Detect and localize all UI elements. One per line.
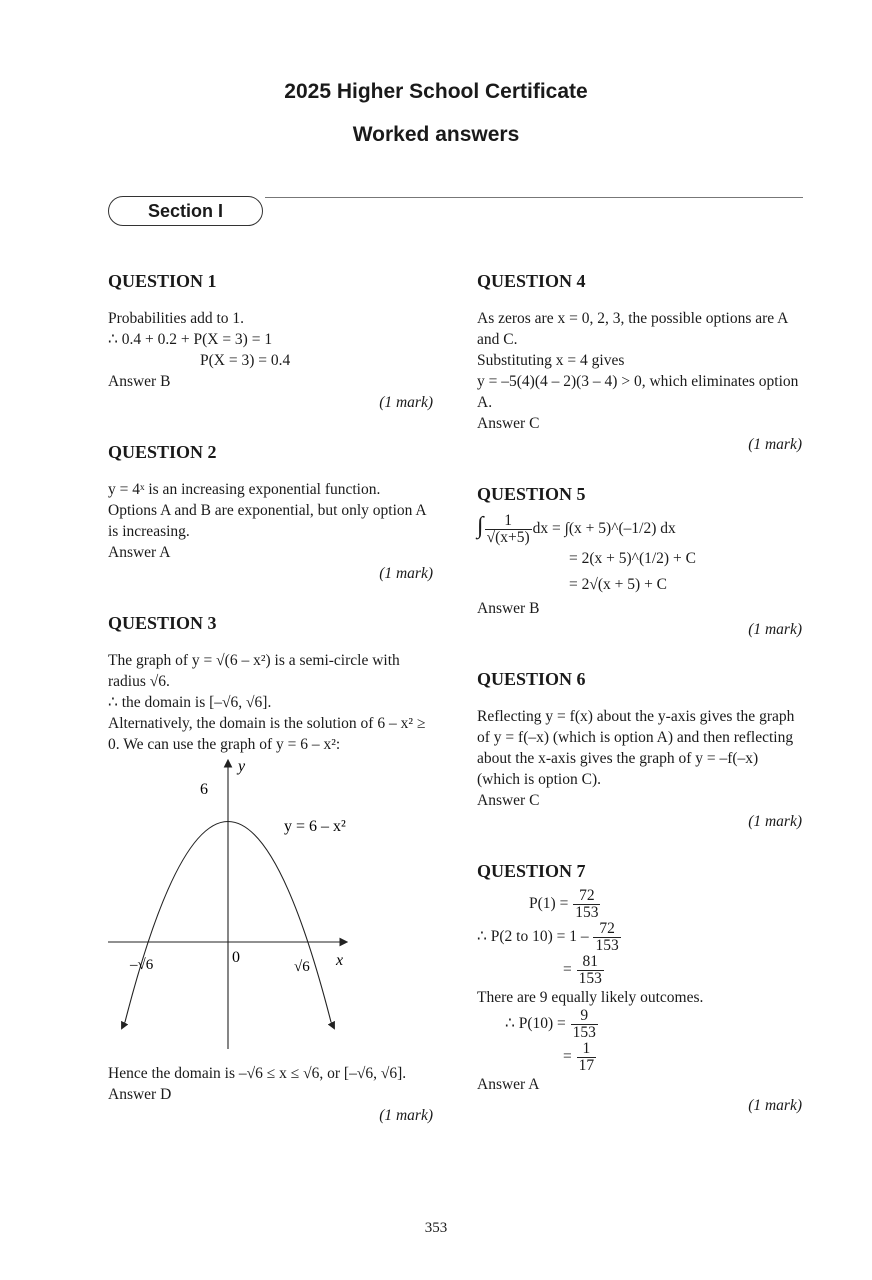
equation-line: = $\frac{81}{153}$: [563, 952, 602, 987]
y-axis-label: y: [238, 759, 246, 775]
mark-label: (1 mark): [379, 1107, 433, 1124]
text-line: Hence the domain is –√6 ≤ x ≤ √6, or [–√6, √6].: [108, 1065, 407, 1082]
equation-line: P(1) = $\frac{72}{153}$: [529, 886, 599, 921]
question-heading: QUESTION 1: [108, 271, 217, 291]
page-title: 2025 Higher School Certificate: [284, 80, 588, 103]
text-line: Probabilities add to 1.: [108, 310, 245, 327]
answer: Answer B: [108, 373, 171, 390]
answer: Answer D: [108, 1086, 172, 1103]
question-4: [477, 270, 802, 455]
mark-label: (1 mark): [379, 565, 433, 582]
equation-line: ∴ 0.4 + 0.2 + P(X = 3) = 1: [108, 331, 273, 348]
right-root-label: √6: [294, 959, 310, 975]
question-heading: QUESTION 3: [108, 613, 217, 633]
question-6: [477, 668, 802, 832]
section-rule: [265, 197, 803, 198]
text-line: Substituting x = 4 gives: [477, 352, 625, 369]
answer: Answer C: [477, 415, 540, 432]
origin-label: 0: [232, 949, 240, 966]
text-line: Alternatively, the domain is the solution of 6 – x² ≥ 0. We can use the graph of y = 6 – x²:: [108, 715, 426, 753]
page-subtitle: Worked answers: [352, 123, 520, 146]
parabola-graph: [108, 759, 433, 1059]
equation-line: = $\frac{1}{17}$: [563, 1039, 595, 1074]
equation-line: = 2(x + 5)^(1/2) + C: [569, 549, 696, 567]
question-7: [477, 860, 802, 1116]
question-heading: QUESTION 4: [477, 271, 586, 291]
mark-label: (1 mark): [748, 436, 802, 453]
equation-line: P(X = 3) = 0.4: [200, 352, 291, 369]
question-heading: QUESTION 6: [477, 668, 586, 689]
section-tab: Section I: [108, 196, 263, 226]
equation-line: ∴ P(2 to 10) = 1 – $\frac{72}{153}$: [477, 919, 619, 954]
text-line: As zeros are x = 0, 2, 3, the possible options are A and C.: [477, 310, 788, 348]
text-line: Reflecting y = f(x) about the y-axis gives the graph of y = f(–x) (which is option A) and then reflecting about the x-axis gives the graph of y = –f(–x) (which is option C).: [477, 707, 795, 788]
right-column: [477, 270, 802, 1116]
mark-label: (1 mark): [748, 812, 802, 830]
question-5: [477, 483, 802, 640]
x-axis-label: x: [336, 952, 344, 969]
text-line: y = –5(4)(4 – 2)(3 – 4) > 0, which eliminates option A.: [477, 373, 799, 411]
mark-label: (1 mark): [748, 1096, 802, 1114]
answer: Answer C: [477, 791, 540, 809]
equation-line: ∴ P(10) = $\frac{9}{153}$: [505, 1006, 596, 1041]
left-root-label: –√6: [130, 957, 154, 973]
integral-line: ∫ $\frac{1}{√(x+5)}$ dx = ∫(x + 5)^(–1/2) dx: [477, 511, 676, 546]
left-column: [108, 270, 433, 1126]
question-3: [108, 612, 433, 1126]
equation-line: = 2√(x + 5) + C: [569, 575, 668, 593]
mark-label: (1 mark): [748, 620, 802, 638]
text-line: Options A and B are exponential, but only option A is increasing.: [108, 502, 426, 540]
question-2: [108, 441, 433, 584]
answer: Answer B: [477, 599, 540, 617]
answer: Answer A: [108, 544, 171, 561]
curve-label: y = 6 – x²: [284, 818, 346, 835]
question-heading: QUESTION 2: [108, 442, 217, 462]
question-1: [108, 270, 433, 413]
question-heading: QUESTION 5: [477, 484, 586, 504]
text-line: ∴ the domain is [–√6, √6].: [108, 694, 272, 711]
answer: Answer A: [477, 1075, 540, 1093]
text-line: y = 4ˣ is an increasing exponential function.: [108, 481, 381, 498]
page-number: 353: [424, 1220, 448, 1236]
text-line: The graph of y = √(6 – x²) is a semi-circle with radius √6.: [108, 652, 400, 690]
question-heading: QUESTION 7: [477, 860, 586, 881]
mark-label: (1 mark): [379, 394, 433, 411]
y-intercept-label: 6: [200, 781, 208, 798]
text-line: There are 9 equally likely outcomes.: [477, 988, 704, 1006]
